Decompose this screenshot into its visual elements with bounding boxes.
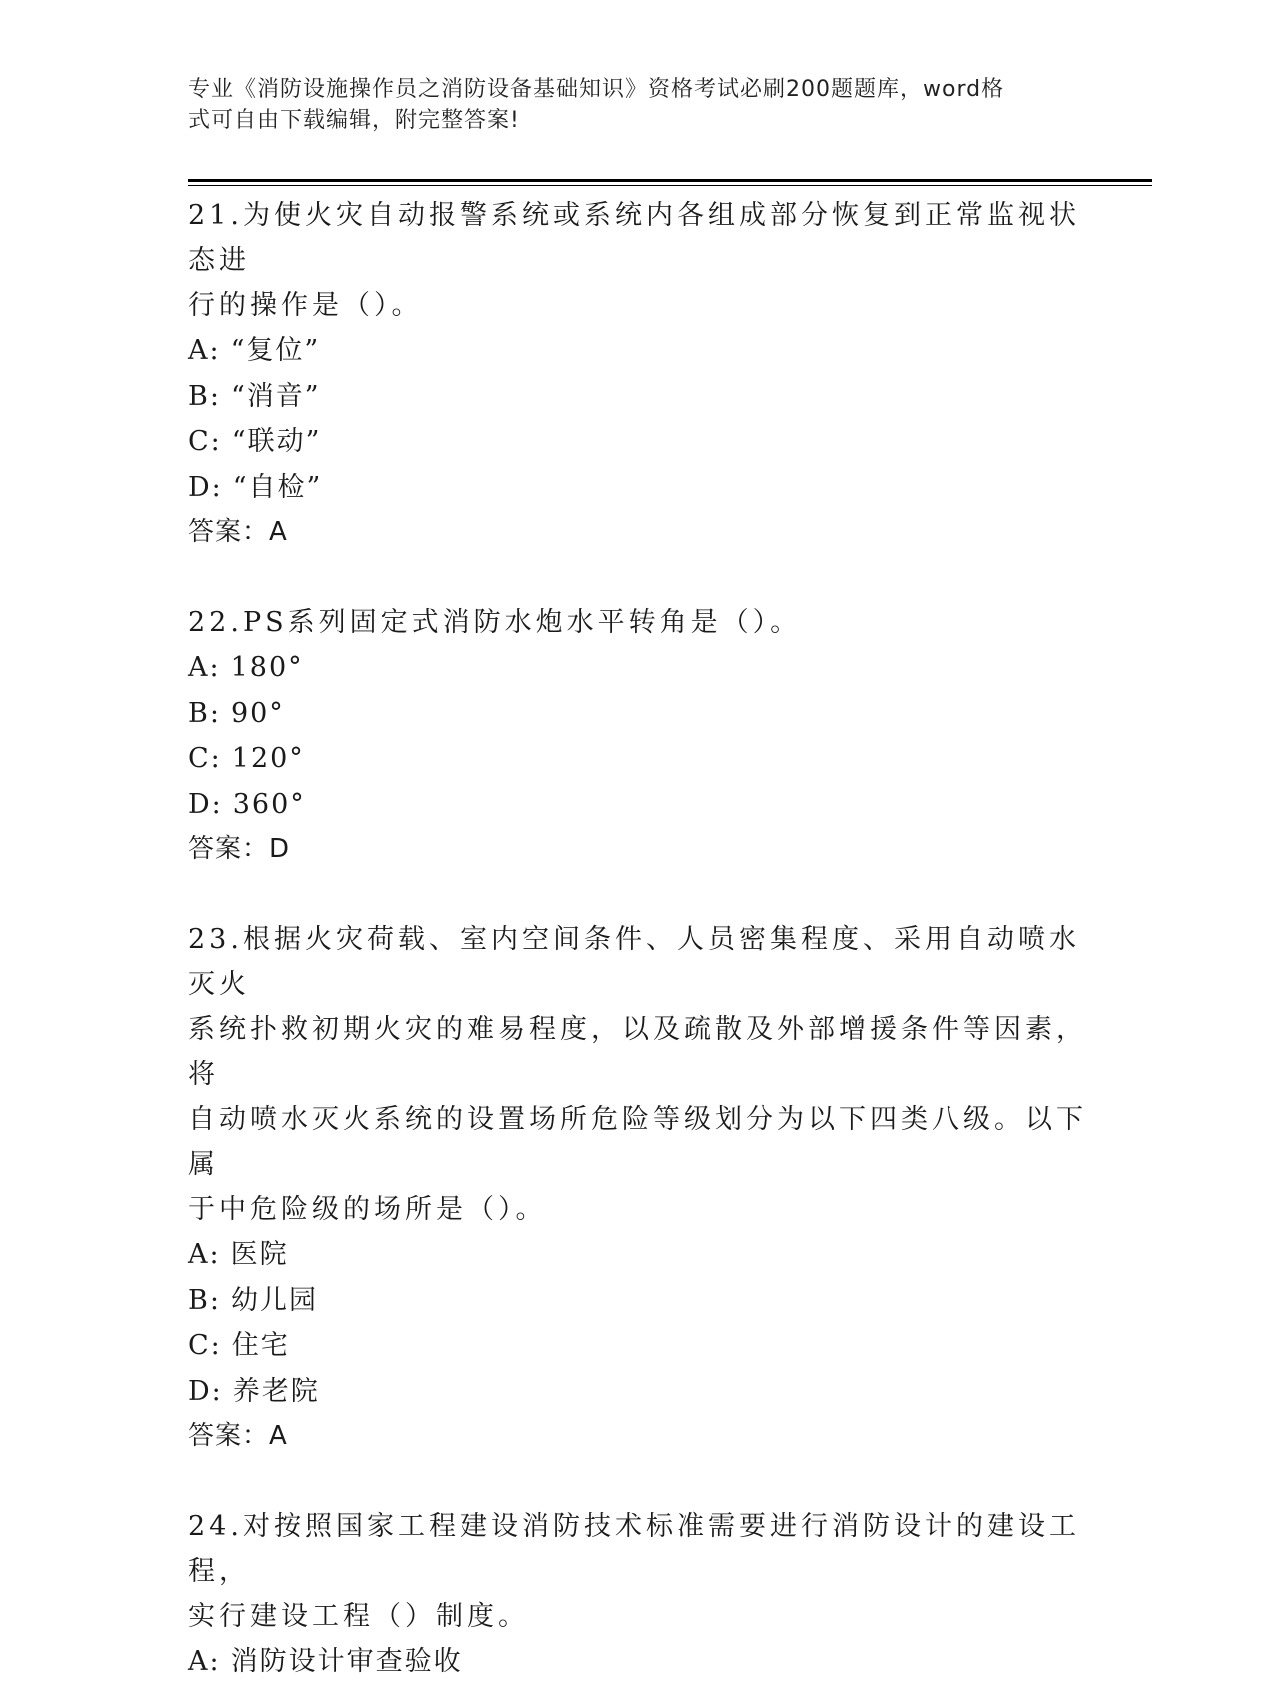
option-label: A:	[188, 1239, 221, 1270]
question-23	[188, 917, 1088, 1459]
option-text: 幼儿园	[230, 1284, 318, 1316]
option-c	[188, 419, 1088, 465]
option-text: 养老院	[232, 1375, 320, 1407]
option-text: 120°	[231, 743, 305, 774]
option-label: C:	[188, 426, 222, 457]
option-label: A:	[188, 335, 221, 366]
document-header	[188, 74, 1068, 136]
option-b	[188, 1278, 1088, 1324]
option-text: 住宅	[231, 1330, 290, 1361]
question-stem	[188, 193, 1088, 328]
question-21	[188, 193, 1088, 555]
option-c	[188, 1323, 1088, 1369]
option-d	[188, 465, 1088, 511]
header-line-2: 式可自由下载编辑，附完整答案!	[188, 108, 520, 133]
question-spacer	[188, 872, 1088, 917]
option-a	[188, 328, 1088, 374]
header-line-1: 专业《消防设施操作员之消防设备基础知识》资格考试必刷200题题库，word格	[188, 77, 1005, 102]
option-text: 90°	[230, 697, 285, 729]
option-d	[188, 782, 1088, 828]
stem-line: 于中危险级的场所是（）。	[188, 1194, 547, 1225]
option-b	[188, 374, 1088, 420]
question-stem	[188, 1504, 1088, 1639]
question-24	[188, 1504, 1088, 1685]
answer-line: 答案：D	[188, 834, 291, 864]
stem-line: 23.根据火灾荷载、室内空间条件、人员密集程度、采用自动喷水灭火	[188, 924, 1080, 1000]
option-label: B:	[188, 380, 221, 412]
option-label: A:	[188, 1646, 221, 1677]
option-text: “联动”	[231, 426, 322, 457]
answer-line: 答案：A	[188, 1421, 288, 1451]
stem-line: 21.为使火灾自动报警系统或系统内各组成部分恢复到正常监视状态进	[188, 200, 1080, 276]
option-label: D:	[188, 788, 223, 820]
option-a	[188, 1232, 1088, 1278]
option-c	[188, 736, 1088, 782]
option-label: A:	[188, 652, 221, 683]
option-text: “复位”	[230, 335, 321, 366]
option-label: D:	[188, 471, 223, 503]
option-a	[188, 1639, 1088, 1685]
answer-line: 答案：A	[188, 517, 288, 547]
stem-line: 22.PS系列固定式消防水炮水平转角是（）。	[188, 607, 802, 638]
stem-line: 自动喷水灭火系统的设置场所危险等级划分为以下四类八级。以下属	[188, 1104, 1087, 1180]
option-text: “自检”	[232, 471, 323, 503]
header-rule-thin	[188, 185, 1152, 186]
question-22	[188, 600, 1088, 872]
stem-line: 系统扑救初期火灾的难易程度，以及疏散及外部增援条件等因素，将	[188, 1014, 1087, 1090]
stem-line: 实行建设工程（）制度。	[188, 1601, 529, 1632]
option-text: 360°	[232, 788, 306, 820]
option-label: C:	[188, 743, 222, 774]
question-list	[188, 193, 1088, 1685]
header-rule-thick	[188, 179, 1152, 182]
option-label: B:	[188, 1284, 221, 1316]
question-stem	[188, 917, 1088, 1232]
option-text: 消防设计审查验收	[230, 1646, 463, 1677]
option-label: D:	[188, 1375, 223, 1407]
option-d	[188, 1369, 1088, 1415]
option-label: B:	[188, 697, 221, 729]
option-a	[188, 645, 1088, 691]
option-text: 医院	[230, 1239, 289, 1270]
stem-line: 行的操作是（）。	[188, 290, 423, 321]
option-text: 180°	[230, 652, 304, 683]
option-label: C:	[188, 1330, 222, 1361]
question-stem	[188, 600, 1088, 645]
stem-line: 24.对按照国家工程建设消防技术标准需要进行消防设计的建设工程，	[188, 1511, 1080, 1587]
question-spacer	[188, 555, 1088, 600]
question-spacer	[188, 1459, 1088, 1504]
option-text: “消音”	[230, 380, 321, 412]
option-b	[188, 691, 1088, 737]
